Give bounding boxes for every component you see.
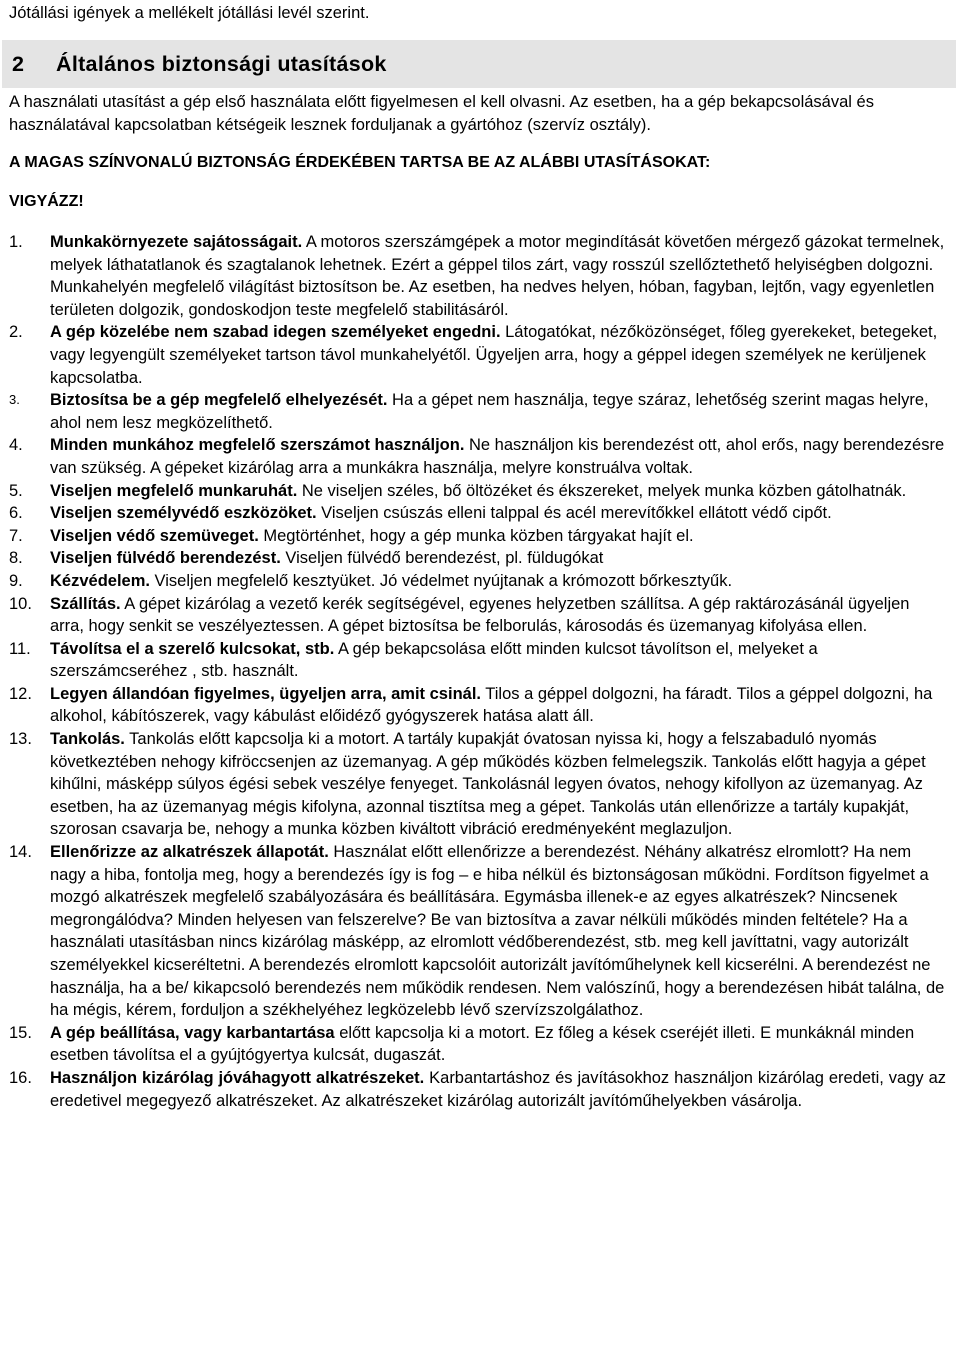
list-item [9,231,946,321]
item-number: 8. [9,549,23,568]
item-number: 6. [9,504,23,523]
item-title: Munkakörnyezete sajátosságait. [50,233,303,251]
item-text: Megtörténhet, hogy a gép munka közben tárgyakat hajít el. [258,526,694,545]
section-number: 2 [12,51,25,76]
item-text: Ha a gépet nem használja, tegye száraz, lehetőség szerint magas helyre, ahol nem lesz megközelíthető. [50,391,929,432]
item-text: Viseljen megfelelő kesztyüket. Jó védelmet nyújtanak a krómozott bőrkesztyűk. [149,571,733,590]
item-number: 13. [9,730,32,749]
list-item [9,502,946,525]
safety-instruction-list [9,231,946,1112]
item-text: Viseljen csúszás elleni talppal és acél merevítőkkel ellátott védő cipőt. [316,504,832,523]
list-item [9,480,946,503]
item-number: 12. [9,684,32,703]
item-number: 1. [9,233,23,251]
item-title: Legyen állandóan figyelmes, ügyeljen arra, amit csinál. [50,684,481,703]
item-title: Szállítás. [50,594,121,613]
item-title: Ellenőrizze az alkatrészek állapotát. [50,843,329,862]
section-title: Általános biztonsági utasítások [56,51,387,76]
item-title: Használjon kizárólag jóváhagyott alkatrészeket. [50,1068,425,1087]
item-title: Viseljen megfelelő munkaruhát. [50,481,298,500]
item-title: Viseljen védő szemüveget. [50,526,259,545]
list-item [9,547,946,570]
warning-label: VIGYÁZZ! [9,192,84,210]
item-title: A gép közelébe nem szabad idegen személyeket engedni. [50,323,501,342]
list-item [9,841,946,1022]
list-item [9,434,946,479]
item-number: 4. [9,436,23,455]
intro-line: Jótállási igények a mellékelt jótállási levél szerint. [9,4,370,22]
item-text: előtt kapcsolja ki a motort. Ez főleg a kések cseréjét illeti. E munkáknál minden esetben távolítsa el a gyújtógyertya kulcsát, dugaszát. [50,1023,915,1065]
item-number: 11. [9,639,31,658]
item-number: 5. [9,481,23,500]
section-heading [2,40,956,88]
list-item [9,570,946,593]
item-number: 16. [9,1068,32,1087]
list-item [9,525,946,548]
item-title: Kézvédelem. [50,571,150,590]
item-text: Látogatókat, nézőközönséget, főleg gyerekeket, betegeket, vagy legyengült személyeket tartson távol munkahelyétől. Ügyeljen arra, hogy a géppel idegen személyek ne kerüljenek kapcsolatba. [50,323,938,387]
item-text: Karbantartáshoz és javításokhoz használjon kizárólag eredeti, vagy az eredetivel megegyező alkatrészeket. Az alkatrészeket kizárólag autorizált javítóműhelyekben vásárolja. [50,1068,946,1110]
list-item [9,593,946,638]
item-number: 15. [9,1023,32,1042]
item-number: 2. [9,323,23,342]
item-title: Viseljen személyvédő eszközöket. [50,504,317,523]
item-number: 10. [9,594,32,613]
list-item [9,683,946,728]
intro-paragraph: A használati utasítást a gép első használata előtt figyelmesen el kell olvasni. Az esetben, ha a gép bekapcsolásával és használatával kapcsolatban kétségeik lesznek forduljanak a gyártóhoz (szervíz osztály). [9,93,874,134]
item-title: Távolítsa el a szerelő kulcsokat, stb. [50,639,335,658]
list-item [9,638,946,683]
item-title: A gép beállítása, vagy karbantartása [50,1023,335,1042]
item-text: Ne használjon kis berendezést ott, ahol erős, nagy berendezésre van szükség. A gépeket kizárólag arra a munkákra használja, melyre konstruálva voltak. [50,436,945,477]
list-item [9,321,946,389]
item-text: A gép bekapcsolása előtt minden kulcsot távolítson el, melyeket a szerszámcseréhez , stb. használt. [50,639,818,681]
item-text: Tankolás előtt kapcsolja ki a motort. A tartály kupakját óvatosan nyissa ki, hogy a felszabaduló nyomás következtében nehogy kifröccsenjen az üzemanyag. A gép működés közben felmelegszik. Tankolás előtt hagyja a gépet kihűlni, másképp súlyos égési sebek veszélye fenyeget. Tankolásnál legyen óvatos, nehogy kifollyon az üzemanyag. Az esetben, ha az üzemanyag mégis kifolyna, azonnal tisztítsa meg a gépet. Tankolás után ellenőrizze a tartály kupakját, szorosan csavarja be, nehogy a munka közben kiváltott vibráció eredményeként meglazuljon. [50,730,926,839]
item-number: 9. [9,571,23,590]
item-text: Tilos a géppel dolgozni, ha fáradt. Tilos a géppel dolgozni, ha alkohol, kábítószerek, vagy kábulást előidéző gyógyszerek hatása alatt áll. [50,684,933,726]
item-number: 7. [9,526,23,545]
item-title: Minden munkához megfelelő szerszámot használjon. [50,436,465,455]
item-text: A gépet kizárólag a vezető kerék segítségével, egyenes helyzetben szállítsa. A gép raktározásánál ügyeljen arra, hogy senkit se veszélyeztessen. A gépet biztosítsa be felborulás, károsodás és üzemanyag kifolyása ellen. [50,594,910,636]
item-text: Viseljen fülvédő berendezést, pl. füldugókat [280,549,604,568]
item-title: Viseljen fülvédő berendezést. [50,549,281,568]
item-title: Tankolás. [50,730,125,749]
item-number: 14. [9,843,32,862]
list-item [9,1022,946,1067]
list-item [9,1067,946,1112]
list-item [9,728,946,841]
caps-heading: A MAGAS SZÍNVONALÚ BIZTONSÁG ÉRDEKÉBEN TARTSA BE AZ ALÁBBI UTASÍTÁSOKAT: [9,154,711,171]
item-number: 3. [9,392,20,408]
item-text: A motoros szerszámgépek a motor megindítását követően mérgező gázokat termelnek, melyek láthatatlanok és szagtalanok lehetnek. Ezért a géppel tilos zárt, vagy rosszúl szellőztethető helyiségben dolgozni. Munkahelyén megfelelő világítást biztosítson be. Az esetben, ha nedves helyen, hóban, fagyban, lejtőn, vagy egyenletlen területen dolgozik, gondoskodjon teste megfelelő stabilitásáról. [50,233,945,319]
item-text: Használat előtt ellenőrizze a berendezést. Néhány alkatrész elromlott? Ha nem nagy a hiba, fontolja meg, hogy a berendezés így is fog – e hiba nélkül és biztonságosan működni. Fordítson figyelmet a mozgó alkatrészek megfelelő szabályozására és beállítására. Egymásba illenek-e az egyes alkatrészek? Nincsenek megrongálódva? Minden helyesen van felszerelve? Be van biztosítva a zavar nélküli működés minden feltétele? Ha a használati utasításban nincs kizárólag másképp, az elromlott védőberendezést, stb. meg kell javíttatni, vagy autorizált személyekkel kicseréltetni. A berendezés elromlott kapcsolóit autorizált javítóműhelynek kell kicserélni. A berendezést ne használja, ha a be/ kikapcsoló berendezés nem működik rendesen. Nem valószínű, hogy a berendezésen hibát találna, de ha mégis, kérem, forduljon a székhelyéhez legközelebb lévő szervízszolgálathoz. [50,843,945,1020]
item-title: Biztosítsa be a gép megfelelő elhelyezését. [50,391,388,410]
item-text: Ne viseljen széles, bő öltözéket és ékszereket, melyek munka közben gátolhatnák. [297,481,907,500]
list-item [9,389,946,434]
section-body [9,91,946,1112]
